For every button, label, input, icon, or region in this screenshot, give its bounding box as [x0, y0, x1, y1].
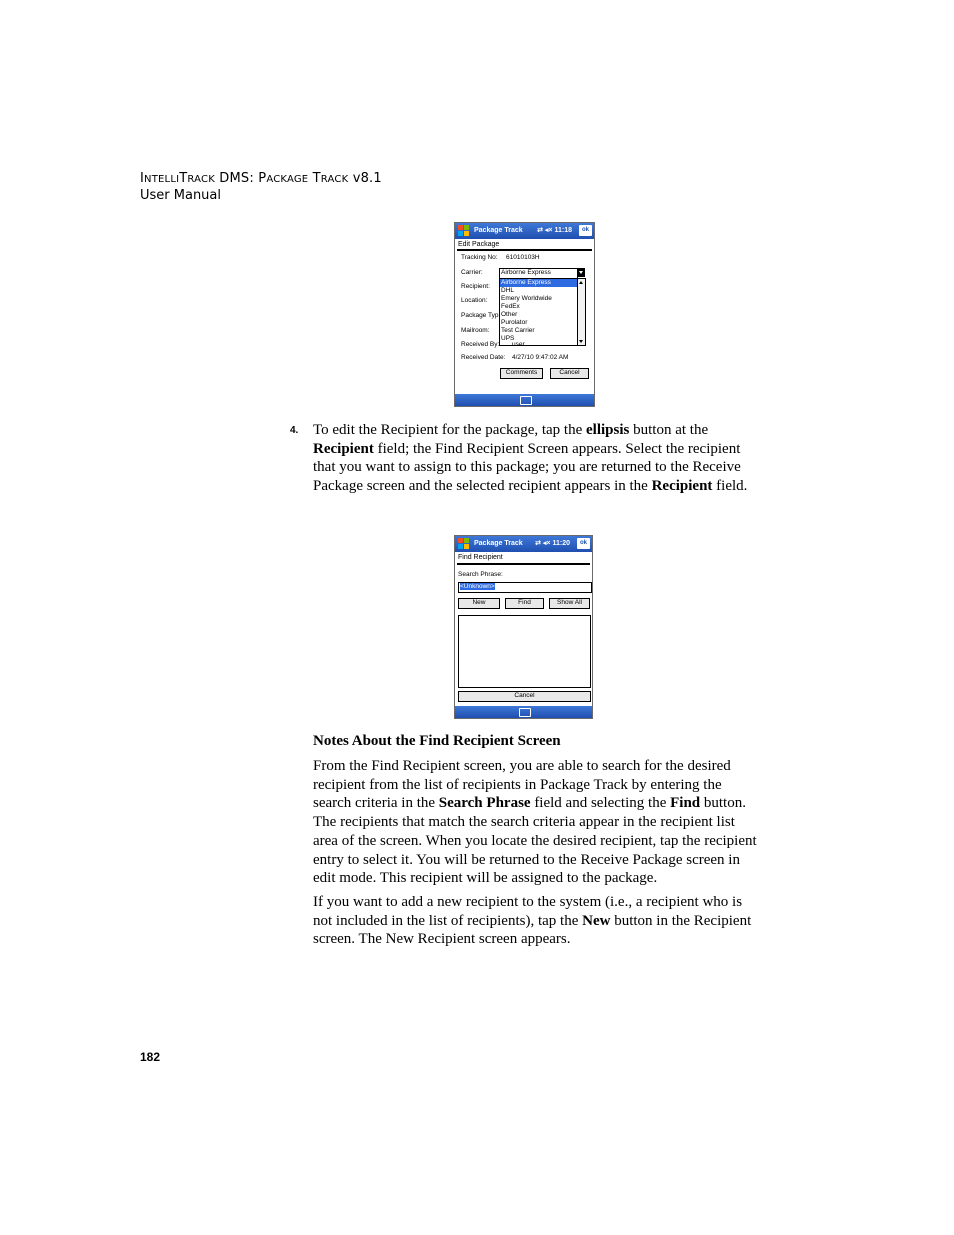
recipient-list[interactable]	[458, 615, 591, 688]
page-number: 182	[140, 1050, 161, 1064]
list-item[interactable]: Test Carrier	[501, 327, 535, 334]
received-date-value: 4/27/10 9:47:02 AM	[512, 354, 569, 361]
received-by-label: Received By:	[461, 341, 500, 348]
status-icons	[535, 539, 570, 547]
header-title-part: T	[179, 171, 188, 186]
search-value: <Unknown>	[460, 583, 495, 590]
section-heading: Notes About the Find Recipient Screen	[313, 733, 561, 749]
windows-logo-icon	[458, 538, 469, 549]
step-bold: ellipsis	[586, 422, 630, 438]
scroll-up-icon[interactable]	[579, 281, 583, 284]
header-title-part: DMS: P	[214, 171, 267, 186]
para-bold: Find	[670, 795, 701, 812]
volume-icon: ◂×	[544, 227, 553, 234]
tracking-label: Tracking No:	[461, 254, 498, 261]
para-bold: New	[582, 912, 611, 929]
header-title-part: T	[308, 171, 321, 186]
clock: 11:18	[554, 227, 572, 234]
ok-button[interactable]: ok	[577, 538, 590, 549]
ok-button[interactable]: ok	[579, 225, 592, 236]
comments-button[interactable]: Comments	[500, 368, 543, 379]
scrollbar[interactable]	[577, 279, 585, 345]
new-button[interactable]: New	[458, 598, 500, 609]
scroll-down-icon[interactable]	[579, 340, 583, 343]
carrier-label: Carrier:	[461, 269, 483, 276]
para-text: field and selecting the	[530, 795, 671, 812]
clock: 11:20	[552, 540, 570, 547]
find-recipient-screenshot	[454, 535, 593, 719]
step-text: field.	[712, 478, 748, 495]
carrier-selected: Airborne Express	[501, 269, 551, 276]
search-input[interactable]	[458, 582, 592, 593]
para-text: From the Find Recipient screen, you are able to search for the desired recipient from the list of recipients in Package Track by entering the search criteria in the	[313, 758, 731, 812]
step-text: field; the Find Recipient Screen appears. Select the recipient that you want to assign to this package; you are returned to the Receive Package screen and the selected recipient appears in the	[313, 440, 741, 495]
divider	[457, 249, 592, 251]
app-title: Package Track	[474, 540, 523, 547]
app-title: Package Track	[474, 227, 523, 234]
para-text: button. The recipients that match the search criteria appear in the recipient list area of the screen. When you locate the desired recipient, tap the recipient entry to select it. You will be returned to the Receive Package screen in edit mode. This recipient will be assigned to the package.	[313, 795, 757, 887]
sync-icon: ⇄	[537, 227, 543, 234]
received-by-value: user	[512, 341, 525, 348]
received-date-label: Received Date:	[461, 354, 506, 361]
list-item[interactable]: Emery Worldwide	[501, 295, 552, 302]
para-text: button in the Recipient screen. The New Recipient screen appears.	[313, 912, 752, 948]
running-header-title	[140, 171, 382, 186]
header-title-part: v8.1	[348, 171, 382, 186]
list-item[interactable]: DHL	[501, 287, 515, 294]
header-title-part: ACKAGE	[266, 174, 309, 185]
screen-title: Find Recipient	[458, 554, 503, 561]
find-button[interactable]: Find	[505, 598, 544, 609]
search-phrase-label: Search Phrase:	[458, 571, 503, 578]
sync-icon: ⇄	[535, 540, 541, 547]
show-all-button[interactable]: Show All	[549, 598, 590, 609]
keyboard-icon[interactable]	[520, 396, 532, 405]
para-bold: Search Phrase	[438, 795, 531, 812]
cancel-button[interactable]: Cancel	[458, 691, 591, 702]
status-icons	[537, 226, 572, 234]
step-paragraph	[313, 421, 758, 496]
notes-paragraph-1	[313, 757, 758, 888]
keyboard-icon[interactable]	[519, 708, 531, 717]
title-bar	[455, 536, 592, 552]
cancel-button[interactable]: Cancel	[550, 368, 589, 379]
step-bold: Recipient	[313, 440, 374, 457]
list-item[interactable]: FedEx	[501, 303, 520, 310]
step-text: To edit the Recipient for the package, tap the	[313, 422, 587, 438]
volume-icon: ◂×	[542, 540, 551, 547]
package-type-label: Package Typ	[461, 312, 499, 319]
screen-title: Edit Package	[458, 241, 500, 248]
header-title-part: RACK	[320, 174, 349, 185]
running-header-subtitle: User Manual	[140, 188, 222, 203]
edit-package-screenshot	[454, 222, 595, 407]
list-item[interactable]: Airborne Express	[500, 279, 585, 287]
list-item[interactable]: Purolator	[501, 319, 528, 326]
header-title-part: RACK	[187, 174, 215, 185]
notes-paragraph-2	[313, 893, 758, 949]
step-bold: Recipient	[651, 478, 713, 495]
mailroom-label: Mailroom:	[461, 327, 490, 334]
tracking-value: 61010103H	[506, 254, 540, 261]
bottom-bar	[455, 706, 592, 718]
list-item[interactable]: UPS	[501, 335, 515, 342]
step-text: button at the	[629, 422, 709, 438]
recipient-label: Recipient:	[461, 283, 490, 290]
para-text: If you want to add a new recipient to the system (i.e., a recipient who is not included in the list of recipients), tap the	[313, 894, 743, 929]
divider	[457, 563, 590, 565]
bottom-bar	[455, 394, 594, 406]
location-label: Location:	[461, 297, 488, 304]
title-bar	[455, 223, 594, 239]
header-title-part: NTELLI	[144, 174, 180, 185]
step-number: 4.	[290, 425, 299, 436]
header-title-part: I	[140, 171, 145, 186]
list-item[interactable]: Other	[501, 311, 518, 318]
carrier-dropdown-list[interactable]	[499, 278, 586, 346]
windows-logo-icon	[458, 225, 469, 236]
chevron-down-icon[interactable]	[577, 268, 585, 277]
